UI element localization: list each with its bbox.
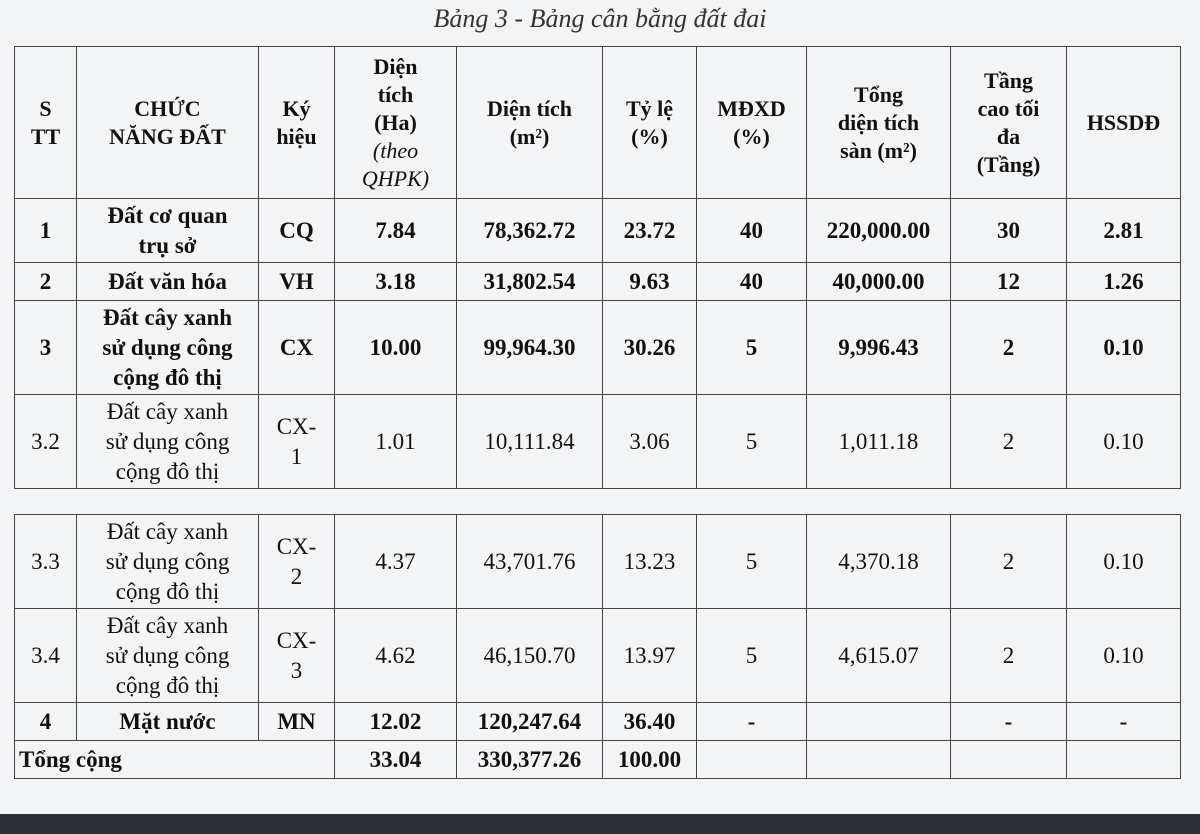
table-row [15, 199, 1181, 263]
cell-code: CX- 2 [259, 515, 335, 609]
cell-tang: 2 [951, 609, 1067, 703]
cell-san [807, 703, 951, 741]
footer-bar [0, 814, 1200, 834]
total-san [807, 741, 951, 779]
cell-mdxd: 40 [697, 199, 807, 263]
cell-hs: 0.10 [1067, 515, 1181, 609]
header-ky-hieu: Ký hiệu [259, 47, 335, 199]
cell-ha: 1.01 [335, 395, 457, 489]
cell-pct: 13.23 [603, 515, 697, 609]
cell-mdxd: 5 [697, 395, 807, 489]
cell-m2: 46,150.70 [457, 609, 603, 703]
table-row [15, 609, 1181, 703]
cell-pct: 23.72 [603, 199, 697, 263]
cell-stt: 1 [15, 199, 77, 263]
cell-san: 220,000.00 [807, 199, 951, 263]
cell-m2: 78,362.72 [457, 199, 603, 263]
cell-hs: 1.26 [1067, 263, 1181, 301]
total-hs [1067, 741, 1181, 779]
total-ha: 33.04 [335, 741, 457, 779]
header-dien-tich-m2: Diện tích (m²) [457, 47, 603, 199]
table-row [15, 515, 1181, 609]
cell-m2: 99,964.30 [457, 301, 603, 395]
cell-code: CX [259, 301, 335, 395]
header-chuc-nang-dat: CHỨC NĂNG ĐẤT [77, 47, 259, 199]
cell-san: 9,996.43 [807, 301, 951, 395]
land-balance-table-part-1 [14, 46, 1181, 489]
table-row [15, 703, 1181, 741]
table-row [15, 301, 1181, 395]
header-hssdd: HSSDĐ [1067, 47, 1181, 199]
cell-stt: 3.3 [15, 515, 77, 609]
total-tang [951, 741, 1067, 779]
cell-code: CQ [259, 199, 335, 263]
cell-stt: 3 [15, 301, 77, 395]
total-m2: 330,377.26 [457, 741, 603, 779]
cell-hs: 0.10 [1067, 609, 1181, 703]
cell-ha: 12.02 [335, 703, 457, 741]
cell-pct: 13.97 [603, 609, 697, 703]
cell-pct: 3.06 [603, 395, 697, 489]
table-caption: Bảng 3 - Bảng cân bằng đất đai [433, 4, 767, 33]
cell-pct: 9.63 [603, 263, 697, 301]
cell-name: Đất cơ quan trụ sở [77, 199, 259, 263]
cell-code: CX- 1 [259, 395, 335, 489]
cell-san: 40,000.00 [807, 263, 951, 301]
cell-mdxd: 5 [697, 301, 807, 395]
table-row [15, 395, 1181, 489]
header-mdxd: MĐXD (%) [697, 47, 807, 199]
header-tong-dien-tich-san: Tổng diện tích sàn (m²) [807, 47, 951, 199]
header-dien-tich-ha: Diện tích (Ha) (theo QHPK) [335, 47, 457, 199]
cell-ha: 4.62 [335, 609, 457, 703]
cell-mdxd: 40 [697, 263, 807, 301]
header-tang-cao: Tầng cao tối đa (Tầng) [951, 47, 1067, 199]
cell-hs: 2.81 [1067, 199, 1181, 263]
cell-name: Đất văn hóa [77, 263, 259, 301]
cell-san: 4,370.18 [807, 515, 951, 609]
cell-code: CX- 3 [259, 609, 335, 703]
cell-m2: 120,247.64 [457, 703, 603, 741]
cell-name: Đất cây xanh sử dụng công cộng đô thị [77, 395, 259, 489]
cell-stt: 2 [15, 263, 77, 301]
cell-pct: 36.40 [603, 703, 697, 741]
cell-name: Đất cây xanh sử dụng công cộng đô thị [77, 301, 259, 395]
cell-san: 4,615.07 [807, 609, 951, 703]
cell-tang: 12 [951, 263, 1067, 301]
land-balance-table-part-2 [14, 514, 1181, 779]
cell-tang: 2 [951, 301, 1067, 395]
header-row [15, 47, 1181, 199]
cell-name: Mặt nước [77, 703, 259, 741]
header-ty-le: Tỷ lệ (%) [603, 47, 697, 199]
cell-code: VH [259, 263, 335, 301]
cell-tang: 2 [951, 515, 1067, 609]
cell-name: Đất cây xanh sử dụng công cộng đô thị [77, 515, 259, 609]
total-label: Tổng cộng [15, 741, 335, 779]
cell-hs: 0.10 [1067, 301, 1181, 395]
cell-mdxd: 5 [697, 515, 807, 609]
header-stt: S TT [15, 47, 77, 199]
cell-pct: 30.26 [603, 301, 697, 395]
cell-ha: 3.18 [335, 263, 457, 301]
cell-ha: 10.00 [335, 301, 457, 395]
cell-hs: 0.10 [1067, 395, 1181, 489]
cell-ha: 7.84 [335, 199, 457, 263]
cell-stt: 3.2 [15, 395, 77, 489]
cell-san: 1,011.18 [807, 395, 951, 489]
total-row [15, 741, 1181, 779]
cell-m2: 43,701.76 [457, 515, 603, 609]
cell-tang: 30 [951, 199, 1067, 263]
cell-m2: 10,111.84 [457, 395, 603, 489]
cell-stt: 3.4 [15, 609, 77, 703]
cell-tang: 2 [951, 395, 1067, 489]
cell-hs: - [1067, 703, 1181, 741]
table-row [15, 263, 1181, 301]
cell-stt: 4 [15, 703, 77, 741]
cell-ha: 4.37 [335, 515, 457, 609]
cell-name: Đất cây xanh sử dụng công cộng đô thị [77, 609, 259, 703]
cell-code: MN [259, 703, 335, 741]
cell-tang: - [951, 703, 1067, 741]
cell-mdxd: - [697, 703, 807, 741]
total-pct: 100.00 [603, 741, 697, 779]
total-mdxd [697, 741, 807, 779]
cell-mdxd: 5 [697, 609, 807, 703]
cell-m2: 31,802.54 [457, 263, 603, 301]
